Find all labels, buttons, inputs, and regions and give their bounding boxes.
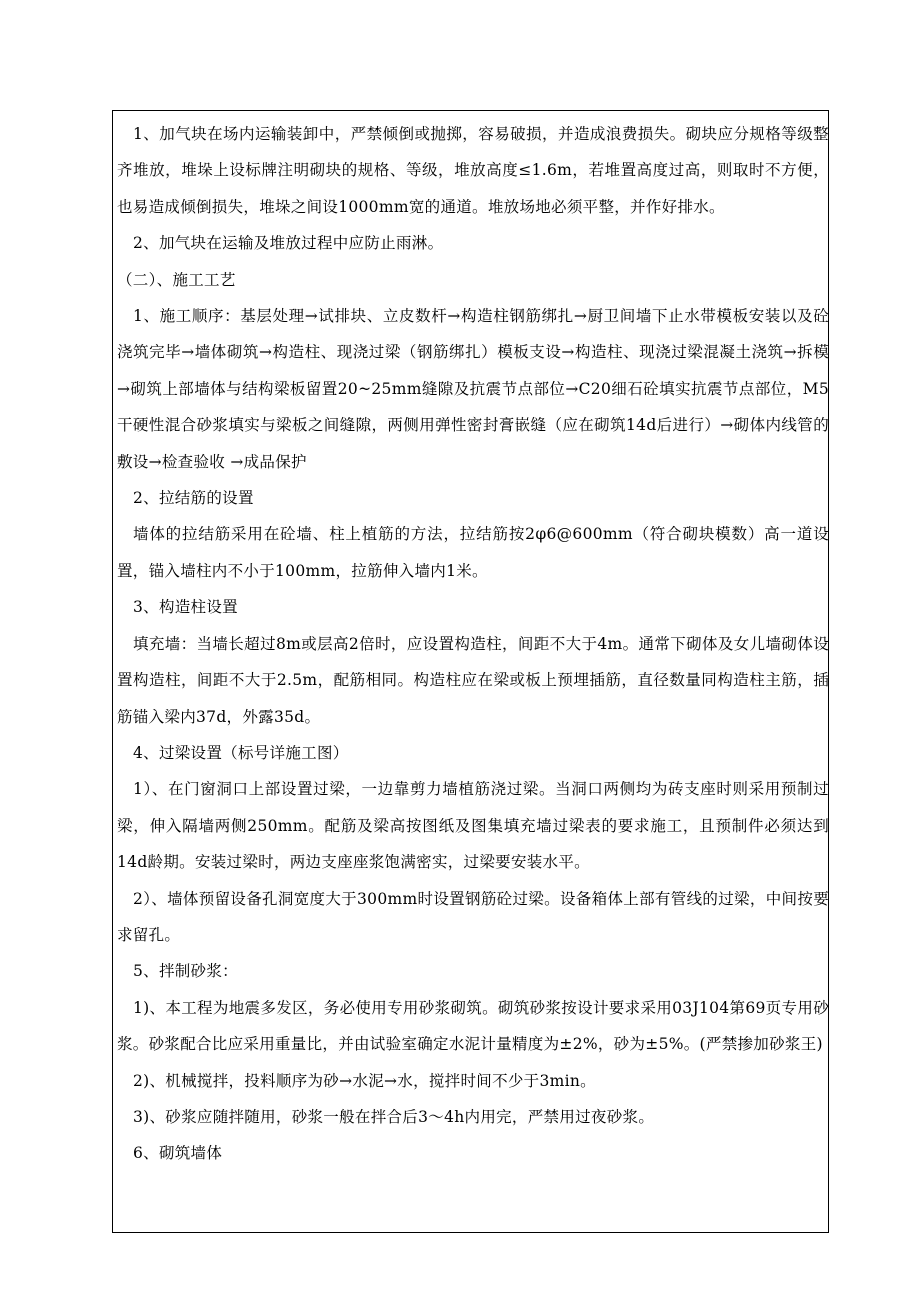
heading-tie-bars: 2、拉结筋的设置: [133, 489, 254, 508]
heading-lintels: 4、过梁设置（标号详施工图）: [133, 743, 349, 762]
paragraph-structural-columns: 填充墙：当墙长超过8m或层高2倍时，应设置构造柱，间距不大于4m。通常下砌体及女儿墙砌体设置构造柱，间距不大于2.5m，配筋相同。构造柱应在梁或板上预埋插筋，直径数量同构造柱主筋，插筋锚入梁内37d，外露35d。: [117, 634, 829, 726]
paragraph-mortar-3: 3)、砂浆应随拌随用，砂浆一般在拌合后3～4h内用完，严禁用过夜砂浆。: [133, 1107, 655, 1126]
paragraph-lintels-2: 2）、墙体预留设备孔洞宽度大于300mm时设置钢筋砼过梁。设备箱体上部有管线的过梁，中间按要求留孔。: [117, 889, 829, 944]
document-body: [117, 116, 829, 1172]
paragraph-tie-bars: 墙体的拉结筋采用在砼墙、柱上植筋的方法，拉结筋按2φ6@600mm（符合砌块模数）高一道设置，锚入墙柱内不小于100mm，拉筋伸入墙内1米。: [117, 525, 829, 580]
heading-wall-masonry: 6、砌筑墙体: [133, 1144, 223, 1163]
section-heading-construction-process: （二）、施工工艺: [117, 270, 236, 289]
paragraph-mortar-1: 1)、本工程为地震多发区，务必使用专用砂浆砌筑。砌筑砂浆按设计要求采用03J104第69页专用砂浆。砂浆配合比应采用重量比，并由试验室确定水泥计量精度为±2%，砂为±5%。(严禁掺加砂浆王): [117, 998, 829, 1054]
paragraph-lintels-1: 1）、在门窗洞口上部设置过梁，一边靠剪力墙植筋浇过梁。当洞口两侧均为砖支座时则采用预制过梁，伸入隔墙两侧250mm。配筋及梁高按图纸及图集填充墙过梁表的要求施工，且预制件必须达到14d龄期。安装过梁时，两边支座座浆饱满密实，过梁要安装水平。: [117, 780, 829, 872]
paragraph-construction-sequence: 1、施工顺序：基层处理→试排块、立皮数杆→构造柱钢筋绑扎→厨卫间墙下止水带模板安装以及砼浇筑完毕→墙体砌筑→构造柱、现浇过梁（钢筋绑扎）模板支设→构造柱、现浇过梁混凝土浇筑→拆模→砌筑上部墙体与结构梁板留置20~25mm缝隙及抗震节点部位→C20细石砼填实抗震节点部位，M5干硬性混合砂浆填实与梁板之间缝隙，两侧用弹性密封膏嵌缝（应在砌筑14d后进行）→砌体内线管的敷设→检查验收 →成品保护: [117, 307, 829, 471]
heading-mortar-mixing: 5、拌制砂浆：: [133, 962, 238, 981]
paragraph-mortar-2: 2)、机械搅拌，投料顺序为砂→水泥→水，搅拌时间不少于3min。: [133, 1071, 596, 1090]
paragraph-rain-protection: 2、加气块在运输及堆放过程中应防止雨淋。: [133, 234, 444, 253]
paragraph-block-transport: 1、加气块在场内运输装卸中，严禁倾倒或抛掷，容易破损，并造成浪费损失。砌块应分规格等级整齐堆放，堆垛上设标牌注明砌块的规格、等级，堆放高度≤1.6m，若堆置高度过高，则取时不方便，也易造成倾倒损失，堆垛之间设1000mm宽的通道。堆放场地必须平整，并作好排水。: [117, 125, 829, 216]
heading-structural-columns: 3、构造柱设置: [133, 598, 238, 617]
